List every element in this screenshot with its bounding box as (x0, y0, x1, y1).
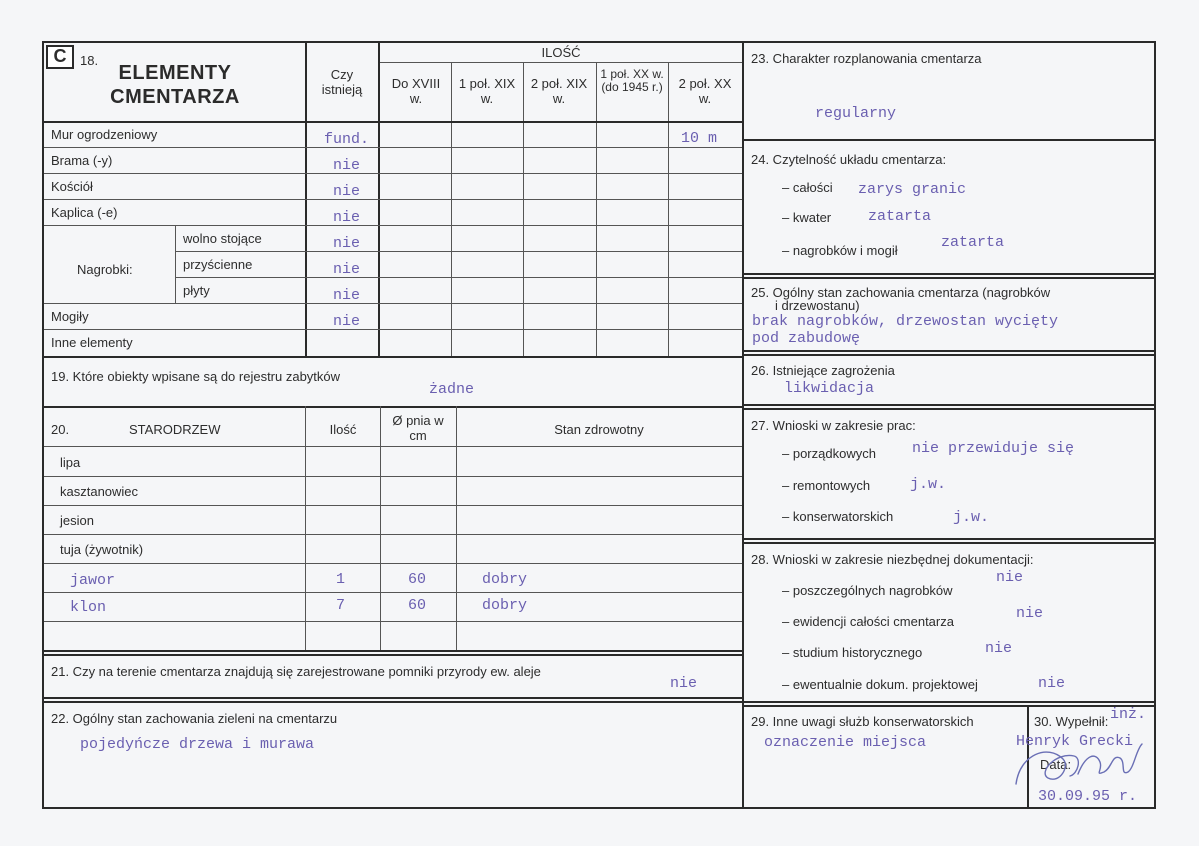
row-label-przyscienne: przyścienne (183, 257, 253, 272)
row-label-brama: Brama (-y) (51, 153, 113, 168)
section-24-item-label-nagrobkow: – nagrobków i mogił (782, 243, 898, 258)
row-value-przyscienne: nie (333, 261, 361, 278)
section-30-date-label: Data: (1040, 757, 1072, 772)
section-26-value: likwidacja (784, 380, 875, 397)
section-19-value: żadne (429, 381, 475, 398)
tree-name-kasztanowiec: kasztanowiec (60, 484, 139, 499)
section-30-date: 30.09.95 r. (1038, 788, 1138, 805)
section-30-label: 30. Wypełnił: (1034, 714, 1109, 729)
col-tree-stan: Stan zdrowotny (554, 422, 644, 437)
row-label-wolno-stojace: wolno stojące (183, 231, 262, 246)
col-czy-istnieja: Czy istnieją (321, 67, 363, 97)
row-label-kaplica: Kaplica (-e) (51, 205, 118, 220)
tree-name-tuja: tuja (żywotnik) (60, 542, 144, 557)
row-label-kosciol: Kościół (51, 179, 93, 194)
section-27-item-label-porzadkowych: – porządkowych (782, 446, 876, 461)
section-29-label: 29. Inne uwagi służb konserwatorskich (751, 714, 974, 729)
section-18-number: 18. (80, 53, 99, 68)
section-24-item-label-kwater: – kwater (782, 210, 832, 225)
period-2pol-xix: 2 poł. XIX w. (530, 76, 588, 106)
section-25-value-2: pod zabudowę (752, 330, 861, 347)
section-18-title-2: CMENTARZA (110, 86, 240, 108)
section-24-label: 24. Czytelność układu cmentarza: (751, 152, 947, 167)
col-tree-pnia: Ø pnia w cm (392, 413, 444, 443)
section-28-item-value-nagrobkow: nie (996, 569, 1024, 586)
section-21-label: 21. Czy na terenie cmentarza znajdują się zarejestrowane pomniki przyrody ew. aleje (51, 664, 541, 679)
section-28-item-label-projektowej: – ewentualnie dokum. projektowej (782, 677, 978, 692)
section-24-item-value-nagrobkow: zatarta (941, 234, 1005, 251)
tree-diam-jawor: 60 (408, 571, 427, 588)
row-value-mogily: nie (333, 313, 361, 330)
section-28-item-label-ewidencji: – ewidencji całości cmentarza (782, 614, 954, 629)
period-1pol-xix: 1 poł. XIX w. (458, 76, 516, 106)
tree-name-klon: klon (70, 599, 107, 616)
section-22-label: 22. Ogólny stan zachowania zieleni na cmentarzu (51, 711, 338, 726)
col-tree-ilosc: Ilość (329, 422, 357, 437)
handwritten-signature (1008, 714, 1148, 794)
row-value-kaplica: nie (333, 209, 361, 226)
row-value-wolno-stojace: nie (333, 235, 361, 252)
section-27-label: 27. Wnioski w zakresie prac: (751, 418, 916, 433)
section-27-item-value-konserwatorskich: j.w. (953, 509, 990, 526)
section-24-item-value-calosci: zarys granic (858, 181, 967, 198)
section-26-label: 26. Istniejące zagrożenia (751, 363, 895, 378)
section-letter: C (53, 46, 67, 66)
tree-state-jawor: dobry (482, 571, 528, 588)
section-28-item-label-nagrobkow: – poszczególnych nagrobków (782, 583, 953, 598)
section-25-value-1: brak nagrobków, drzewostan wycięty (752, 313, 1059, 330)
section-27-item-value-porzadkowych: nie przewiduje się (912, 440, 1075, 457)
section-24-item-label-calosci: – całości (782, 180, 833, 195)
section-27-item-value-remontowych: j.w. (910, 476, 947, 493)
row-extra-mur: 10 m (681, 130, 718, 147)
section-20-number: 20. (51, 422, 70, 437)
section-28-item-label-studium: – studium historycznego (782, 645, 923, 660)
section-19-label: 19. Które obiekty wpisane są do rejestru zabytków (51, 369, 341, 384)
section-28-item-value-ewidencji: nie (1016, 605, 1044, 622)
period-1pol-xx: 1 poł. XX w. (do 1945 r.) (600, 67, 664, 94)
section-25-label-2: i drzewostanu) (775, 298, 860, 313)
tree-state-klon: dobry (482, 597, 528, 614)
tree-name-lipa: lipa (60, 455, 81, 470)
tree-name-jesion: jesion (60, 513, 94, 528)
section-18-title-1: ELEMENTY (118, 62, 232, 84)
row-value-plyty: nie (333, 287, 361, 304)
tree-name-jawor: jawor (70, 572, 116, 589)
section-28-item-value-studium: nie (985, 640, 1013, 657)
section-28-label: 28. Wnioski w zakresie niezbędnej dokumentacji: (751, 552, 1034, 567)
row-label-inne: Inne elementy (51, 335, 133, 350)
section-30-title: inż. (1110, 706, 1147, 723)
period-2pol-xx: 2 poł. XX w. (678, 76, 732, 106)
section-22-value: pojedyńcze drzewa i murawa (80, 736, 315, 753)
section-23-value: regularny (815, 105, 897, 122)
period-do-xviii: Do XVIII w. (391, 76, 441, 106)
section-27-item-label-remontowych: – remontowych (782, 478, 871, 493)
section-28-item-value-projektowej: nie (1038, 675, 1066, 692)
tree-count-jawor: 1 (336, 571, 346, 588)
row-value-brama: nie (333, 157, 361, 174)
col-ilosc-header: ILOŚĆ (541, 45, 581, 60)
section-25-label-1: 25. Ogólny stan zachowania cmentarza (nagrobków (751, 285, 1051, 300)
row-label-mur: Mur ogrodzeniowy (51, 127, 158, 142)
tree-diam-klon: 60 (408, 597, 427, 614)
section-29-value: oznaczenie miejsca (764, 734, 927, 751)
row-label-mogily: Mogiły (51, 309, 89, 324)
row-value-kosciol: nie (333, 183, 361, 200)
row-label-plyty: płyty (183, 283, 210, 298)
section-27-item-label-konserwatorskich: – konserwatorskich (782, 509, 894, 524)
nagrobki-label: Nagrobki: (77, 262, 133, 277)
section-21-value: nie (670, 675, 698, 692)
section-24-item-value-kwater: zatarta (868, 208, 932, 225)
section-30-name: Henryk Grecki (1016, 733, 1134, 750)
section-23-label: 23. Charakter rozplanowania cmentarza (751, 51, 982, 66)
section-20-title: STARODRZEW (129, 422, 221, 437)
tree-count-klon: 7 (336, 597, 346, 614)
row-value-mur: fund. (324, 131, 370, 148)
